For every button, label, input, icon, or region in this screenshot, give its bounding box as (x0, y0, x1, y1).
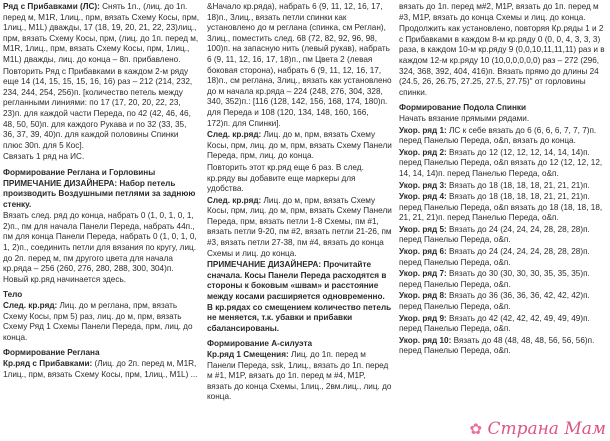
row-label: Укор. ряд 1: (399, 125, 447, 135)
instruction-text: Лиц. до м, прм, вязать Схему Косы, прм, лиц. до м, прм, вязать Схему Панели Переда, прм, вязать петли 1-8 Схемы, пм #1, вязать петли 9-20, пм #2, вязать петли 21-26, пм #3, вязать петли 27-38, пм #4, вязать до конца Схемы и лиц. до конца. (207, 195, 392, 258)
section-heading: Формирование Реглана (3, 348, 100, 358)
instruction-paragraph (207, 196, 392, 260)
instruction-paragraph (399, 114, 608, 125)
instruction-paragraph (3, 2, 200, 66)
row-label: Укор. ряд 6: (399, 247, 447, 257)
instruction-text: (Лиц. до 2п. перед м, M1R, 1лиц., прм, вязать Схему Косы, прм, 1лиц., M1L) ... (3, 359, 198, 379)
instruction-paragraph (399, 314, 608, 335)
section-heading: Формирование Подола Спинки (399, 103, 527, 113)
row-label: Укор. ряд 3: (399, 180, 447, 190)
row-label: Укор. ряд 10: (399, 335, 452, 345)
row-label: Укор. ряд 4: (399, 192, 447, 202)
instruction-text: Повторить этот кр.ряд еще 6 раз. В след. кр.ряду вы добавите еще маркеры для удобства. (207, 162, 364, 194)
instruction-paragraph (3, 152, 200, 163)
instruction-paragraph (3, 301, 200, 343)
site-watermark-logo: ✿ Страна Мам (469, 419, 606, 439)
stroller-icon: ✿ (469, 420, 483, 438)
instruction-text: Продолжить как установлено, повторяя Кр.ряды 1 и 2 с Прибавками в каждом 8-м кр.ряду 0 (0, 0, 4, 3, 3, 3) раза, в каждом 10-м кр.ряду 9 (0,0,10,11,11,11) раз и в каждом 12-м кр.ряду 10 (10,0,0,0,0,0) раз – 272 (296, 324, 368, 392, 404, 416)п. Вязать прямо до длины 24 (24.5, 26, 26.75, 27.25, 27.5, 27.75)" от горловины спинки. (399, 24, 605, 97)
instruction-paragraph (399, 2, 608, 23)
instruction-text: Лиц. до м реглана, прм, вязать Схему Косы, прм 5) раз, лиц. до м, прм, вязать Схему Ряд 1 Схемы Панели Переда, прм, лиц. до конца. (3, 301, 193, 342)
instruction-paragraph (207, 163, 392, 195)
instruction-text: Связать 1 ряд на ИС. (3, 152, 85, 162)
row-label: Укор. ряд 2: (399, 147, 447, 157)
row-label: Укор. ряд 7: (399, 269, 447, 279)
instruction-paragraph (399, 225, 608, 246)
instruction-paragraph (207, 350, 392, 403)
row-label: Кр.ряд с Прибавками: (3, 359, 93, 368)
instruction-text: Вязать до 48 (48, 48, 48, 56, 56, 56)п. перед Панелью Переда, о&п. (399, 335, 595, 356)
section-heading: Формирование Реглана и Горловины (3, 167, 156, 177)
instruction-text: вязать до 1п. перед м#2, M1P, вязать до 1п. перед м #3, M1P, вязать до конца Схемы и лиц. до конца. (399, 2, 599, 22)
row-label: Кр.ряд 1 Смещения: (207, 350, 289, 359)
instruction-text: Вязать до 42 (42, 42, 42, 49, 49, 49)п. перед Панелью Переда, о&п. (399, 313, 590, 334)
instruction-paragraph (3, 359, 200, 380)
row-label: След. кр.ряд: (207, 130, 262, 140)
instruction-paragraph (3, 67, 200, 152)
instruction-text: Вязать до 24 (24, 24, 24, 28, 28, 28)п. перед Панелью Переда, о&п. (399, 224, 590, 245)
row-label: Укор. ряд 9: (399, 313, 447, 323)
instruction-text: Лиц. до 1п. перед м Панели Переда, ssk, 1лиц., вязать до 1п. перед м #1, M1P, вязать до 1п. перед м #4, M1P, вязать до конца Схемы, 1лиц., 2вм.лиц., лиц. до конца. (207, 350, 392, 402)
row-label: Укор. ряд 8: (399, 291, 447, 301)
instruction-text: Лиц. до м, прм, вязать Схему Косы, прм, лиц. до м, прм, вязать Схему Панели Переда, прм, лиц. до конца. (207, 130, 392, 161)
row-label: ПРИМЕЧАНИЕ ДИЗАЙНЕРА: Набор петель производить Воздушными петлями за заднюю стенку. (3, 178, 196, 209)
section-heading: Тело (3, 290, 23, 300)
instruction-text: Вязать до 24 (24, 24, 24, 28, 28, 28)п. перед Панелью Переда, о&п. (399, 247, 590, 267)
row-label: Укор. ряд 5: (399, 224, 447, 234)
instruction-text: Вязать до 30 (30, 30, 30, 35, 35, 35)п. перед Панелью Переда, о&п. (399, 269, 590, 289)
instruction-paragraph (207, 2, 392, 129)
instruction-text: Вязать до 12 (12, 12, 12, 14, 14, 14)п. перед Панелью Переда, о&п вязать до 12 (12, 12, 12, 14, 14, 14)п. перед Панелью Переда, о&п. (399, 147, 603, 178)
instruction-paragraph (399, 148, 608, 180)
instruction-paragraph (207, 260, 392, 334)
row-label: ПРИМЕЧАНИЕ ДИЗАЙНЕРА: Прочитайте сначала. Косы Панели Переда расходятся в стороны к боковым «швам» и расстояние между косами расширяется одновременно. В кр.рядах со смещением количество петель не меняется, т.к. убавки и прибавки сбалансированы. (207, 260, 392, 333)
instruction-text: Снять 1п., (лиц. до 1п. перед м, M1R, 1лиц., прм, вязать Схему Косы, прм, 1лиц., M1L) дважды, 17 (18, 19, 20, 21, 22, 23)лиц., прм, вязать Схему Косы, прм, (лиц. до 1п. перед м, M1R, 1лиц., прм, вязать Схему Косы, прм, 1лиц., M1L) дважды, лиц. до конца – 8п. прибавлено. (3, 2, 199, 64)
row-label: След. кр.ряд: (207, 195, 262, 205)
column-3 (396, 0, 610, 441)
instruction-text: Вязать след. ряд до конца, набрать 0 (1, 0, 1, 0, 1, 2)п., пм для начала Панели Переда, набрать 44п., пм для конца Панели Переда, набрать 0 (1, 0, 1, 0, 1, 2)п., соединить петли для вязания по кругу, лиц. до 2п. перед м, пм другого цвета для начала кр.ряда – 256 (260, 276, 280, 288, 300, 304)п. Новый кр.ряд начинается здесь. (3, 211, 197, 284)
instruction-paragraph (3, 179, 200, 211)
instruction-paragraph (399, 192, 608, 224)
instruction-paragraph (399, 336, 608, 357)
instruction-paragraph (3, 211, 200, 285)
instruction-paragraph (399, 247, 608, 268)
instruction-text: Повторить Ряд с Прибавками в каждом 2-м ряду еще 14 (14, 15, 15, 15, 16, 16) раз – 212 (214, 232, 234, 244, 254, 256)п. [количество петель между регланными линиями: по 17 (17, 20, 20, 22, 23, 23)п. для каждой части Переда, по 42 (42, 46, 46, 48, 50, 50)п. для каждого Рукава и по 32 (33, 35, 36, 37, 39, 40)п. для каждой половины Спинки плюс 30п. для 5 Кос]. (3, 66, 193, 150)
instruction-paragraph (399, 24, 608, 98)
column-1 (0, 0, 204, 441)
instruction-paragraph (399, 291, 608, 312)
column-2 (204, 0, 396, 441)
instruction-paragraph (399, 181, 608, 192)
row-label: Ряд с Прибавками (ЛС): (3, 2, 100, 11)
section-heading: Формирование А-силуэта (207, 339, 313, 349)
row-label: След. кр.ряд: (3, 301, 58, 311)
instruction-paragraph (207, 130, 392, 162)
instruction-text: &Начало кр.ряда), набрать 6 (9, 11, 12, 16, 17, 18)п., 3лиц., вязать петли спинки как установлено до м реглана (спинка, см Реглан), 3лиц., поместить след. 68 (72, 82, 92, 96, 98, 100)п. на запасную нить (левый рукав), набрать 6 (9, 11, 12, 16, 17, 18)п., пм Цвета 2 (левая боковая сторона), набрать 6 (9, 11, 12, 16, 17, 18)п., см реглана, 3лиц., вязать как установлено до м начала кр.ряда – 224 (248, 276, 304, 328, 340, 352)п.: [116 (128, 142, 156, 168, 174, 180)п. для Переда и 108 (120, 134, 148, 160, 166, 172)п. для Спинки]. (207, 2, 392, 128)
instruction-text: ЛС к себе вязать до 6 (6, 6, 6, 7, 7, 7)п. перед Панелью Переда, о&п, вязать до конца. (399, 125, 597, 146)
instruction-text: Вязать до 18 (18, 18, 18, 21, 21, 21)п. (446, 180, 590, 190)
instruction-paragraph (399, 269, 608, 290)
instruction-paragraph (399, 126, 608, 147)
instruction-text: Вязать до 36 (36, 36, 36, 42, 42, 42)п. перед Панелью Переда, о&п. (399, 291, 590, 312)
instruction-text: Вязать до 18 (18, 18, 18, 21, 21, 21)п. перед Панелью Переда, о&п вязать до 18 (18, 18, 18, 21, 21, 21)п. перед Панелью Переда, о&п. (399, 192, 603, 223)
instruction-text: Начать вязание прямыми рядами. (399, 113, 530, 123)
